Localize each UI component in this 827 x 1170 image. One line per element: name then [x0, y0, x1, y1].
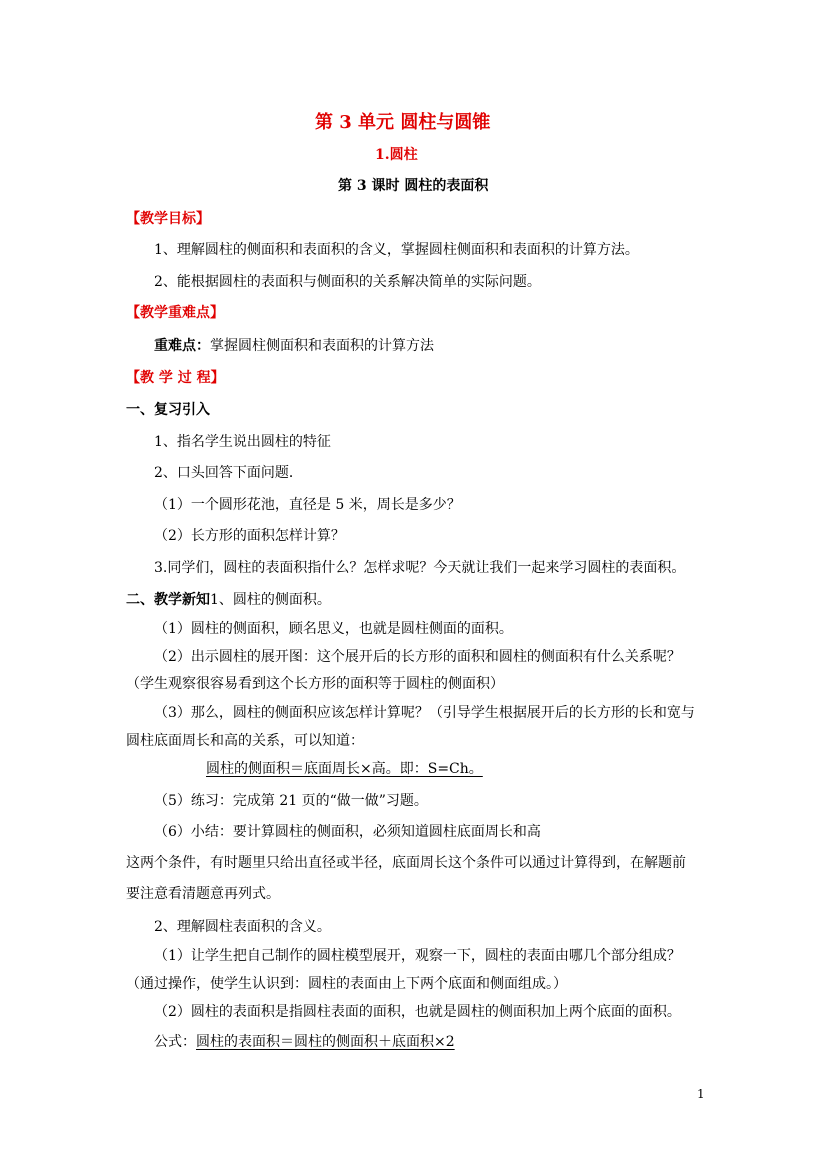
key-points-line: [154, 336, 434, 356]
new-line-9: 要注意看清题意再列式。: [126, 886, 280, 902]
section-title: 1.圆柱: [375, 147, 418, 163]
goal-2: 2、能根据圆柱的表面积与侧面积的关系解决简单的实际问题。: [154, 274, 541, 290]
formula-surface-line: [154, 1032, 455, 1052]
new-line-4: （3）那么，圆柱的侧面积应该怎样计算呢？（引导学生根据展开后的长方形的长和宽与: [154, 705, 695, 721]
new-line-6: （5）练习：完成第 21 页的“做一做”习题。: [154, 793, 428, 809]
new-knowledge-first: 1、圆柱的侧面积。: [210, 592, 331, 608]
document-title: 第 3 单元 圆柱与圆锥: [315, 112, 491, 133]
review-line-4: （2）长方形的面积怎样计算？: [154, 528, 345, 544]
surface-line-2: （1）让学生把自己制作的圆柱模型展开，观察一下，圆柱的表面由哪几个部分组成？: [154, 948, 681, 964]
lesson-title: 第 3 课时 圆柱的表面积: [338, 178, 489, 194]
surface-line-4: （2）圆柱的表面积是指圆柱表面的面积，也就是圆柱的侧面积加上两个底面的面积。: [154, 1004, 681, 1020]
review-line-2: 2、口头回答下面问题．: [154, 465, 303, 481]
key-points-header: 【教学重难点】: [126, 305, 224, 321]
review-line-5: 3.同学们，圆柱的表面积指什么？怎样求呢？今天就让我们一起来学习圆柱的表面积。: [154, 560, 686, 576]
new-line-5: 圆柱底面周长和高的关系，可以知道：: [126, 733, 364, 749]
new-line-2: （2）出示圆柱的展开图：这个展开后的长方形的面积和圆柱的侧面积有什么关系呢？: [154, 649, 681, 665]
new-line-3: （学生观察很容易看到这个长方形的面积等于圆柱的侧面积）: [126, 676, 504, 692]
page-number: 1: [697, 1087, 705, 1101]
goal-1: 1、理解圆柱的侧面积和表面积的含义，掌握圆柱侧面积和表面积的计算方法。: [154, 242, 639, 258]
new-line-8: 这两个条件，有时题里只给出直径或半径，底面周长这个条件可以通过计算得到，在解题前: [126, 855, 686, 871]
new-line-7: （6）小结：要计算圆柱的侧面积，必须知道圆柱底面周长和高: [154, 824, 541, 840]
formula-lateral-area: 圆柱的侧面积＝底面周长×高。即：S=Ch。: [206, 761, 483, 777]
process-header: 【教 学 过 程】: [126, 370, 225, 386]
new-line-1: （1）圆柱的侧面积，顾名思义，也就是圆柱侧面的面积。: [154, 621, 513, 637]
new-knowledge-header: 二、教学新知: [126, 592, 210, 608]
key-points-text: 掌握圆柱侧面积和表面积的计算方法: [210, 338, 434, 354]
review-line-3: （1）一个圆形花池，直径是 5 米，周长是多少？: [154, 497, 461, 513]
review-line-1: 1、指名学生说出圆柱的特征: [154, 434, 331, 450]
goals-header: 【教学目标】: [126, 211, 210, 227]
surface-line-3: （通过操作，使学生认识到：圆柱的表面由上下两个底面和侧面组成。）: [126, 976, 567, 992]
surface-line-1: 2、理解圆柱表面积的含义。: [154, 919, 331, 935]
formula-surface-area: 圆柱的表面积＝圆柱的侧面积＋底面积×2: [196, 1034, 455, 1050]
key-points-label: 重难点：: [154, 338, 210, 354]
new-knowledge-line: [126, 590, 331, 610]
review-header: 一、复习引入: [126, 402, 210, 418]
formula-surface-label: 公式：: [154, 1034, 196, 1050]
